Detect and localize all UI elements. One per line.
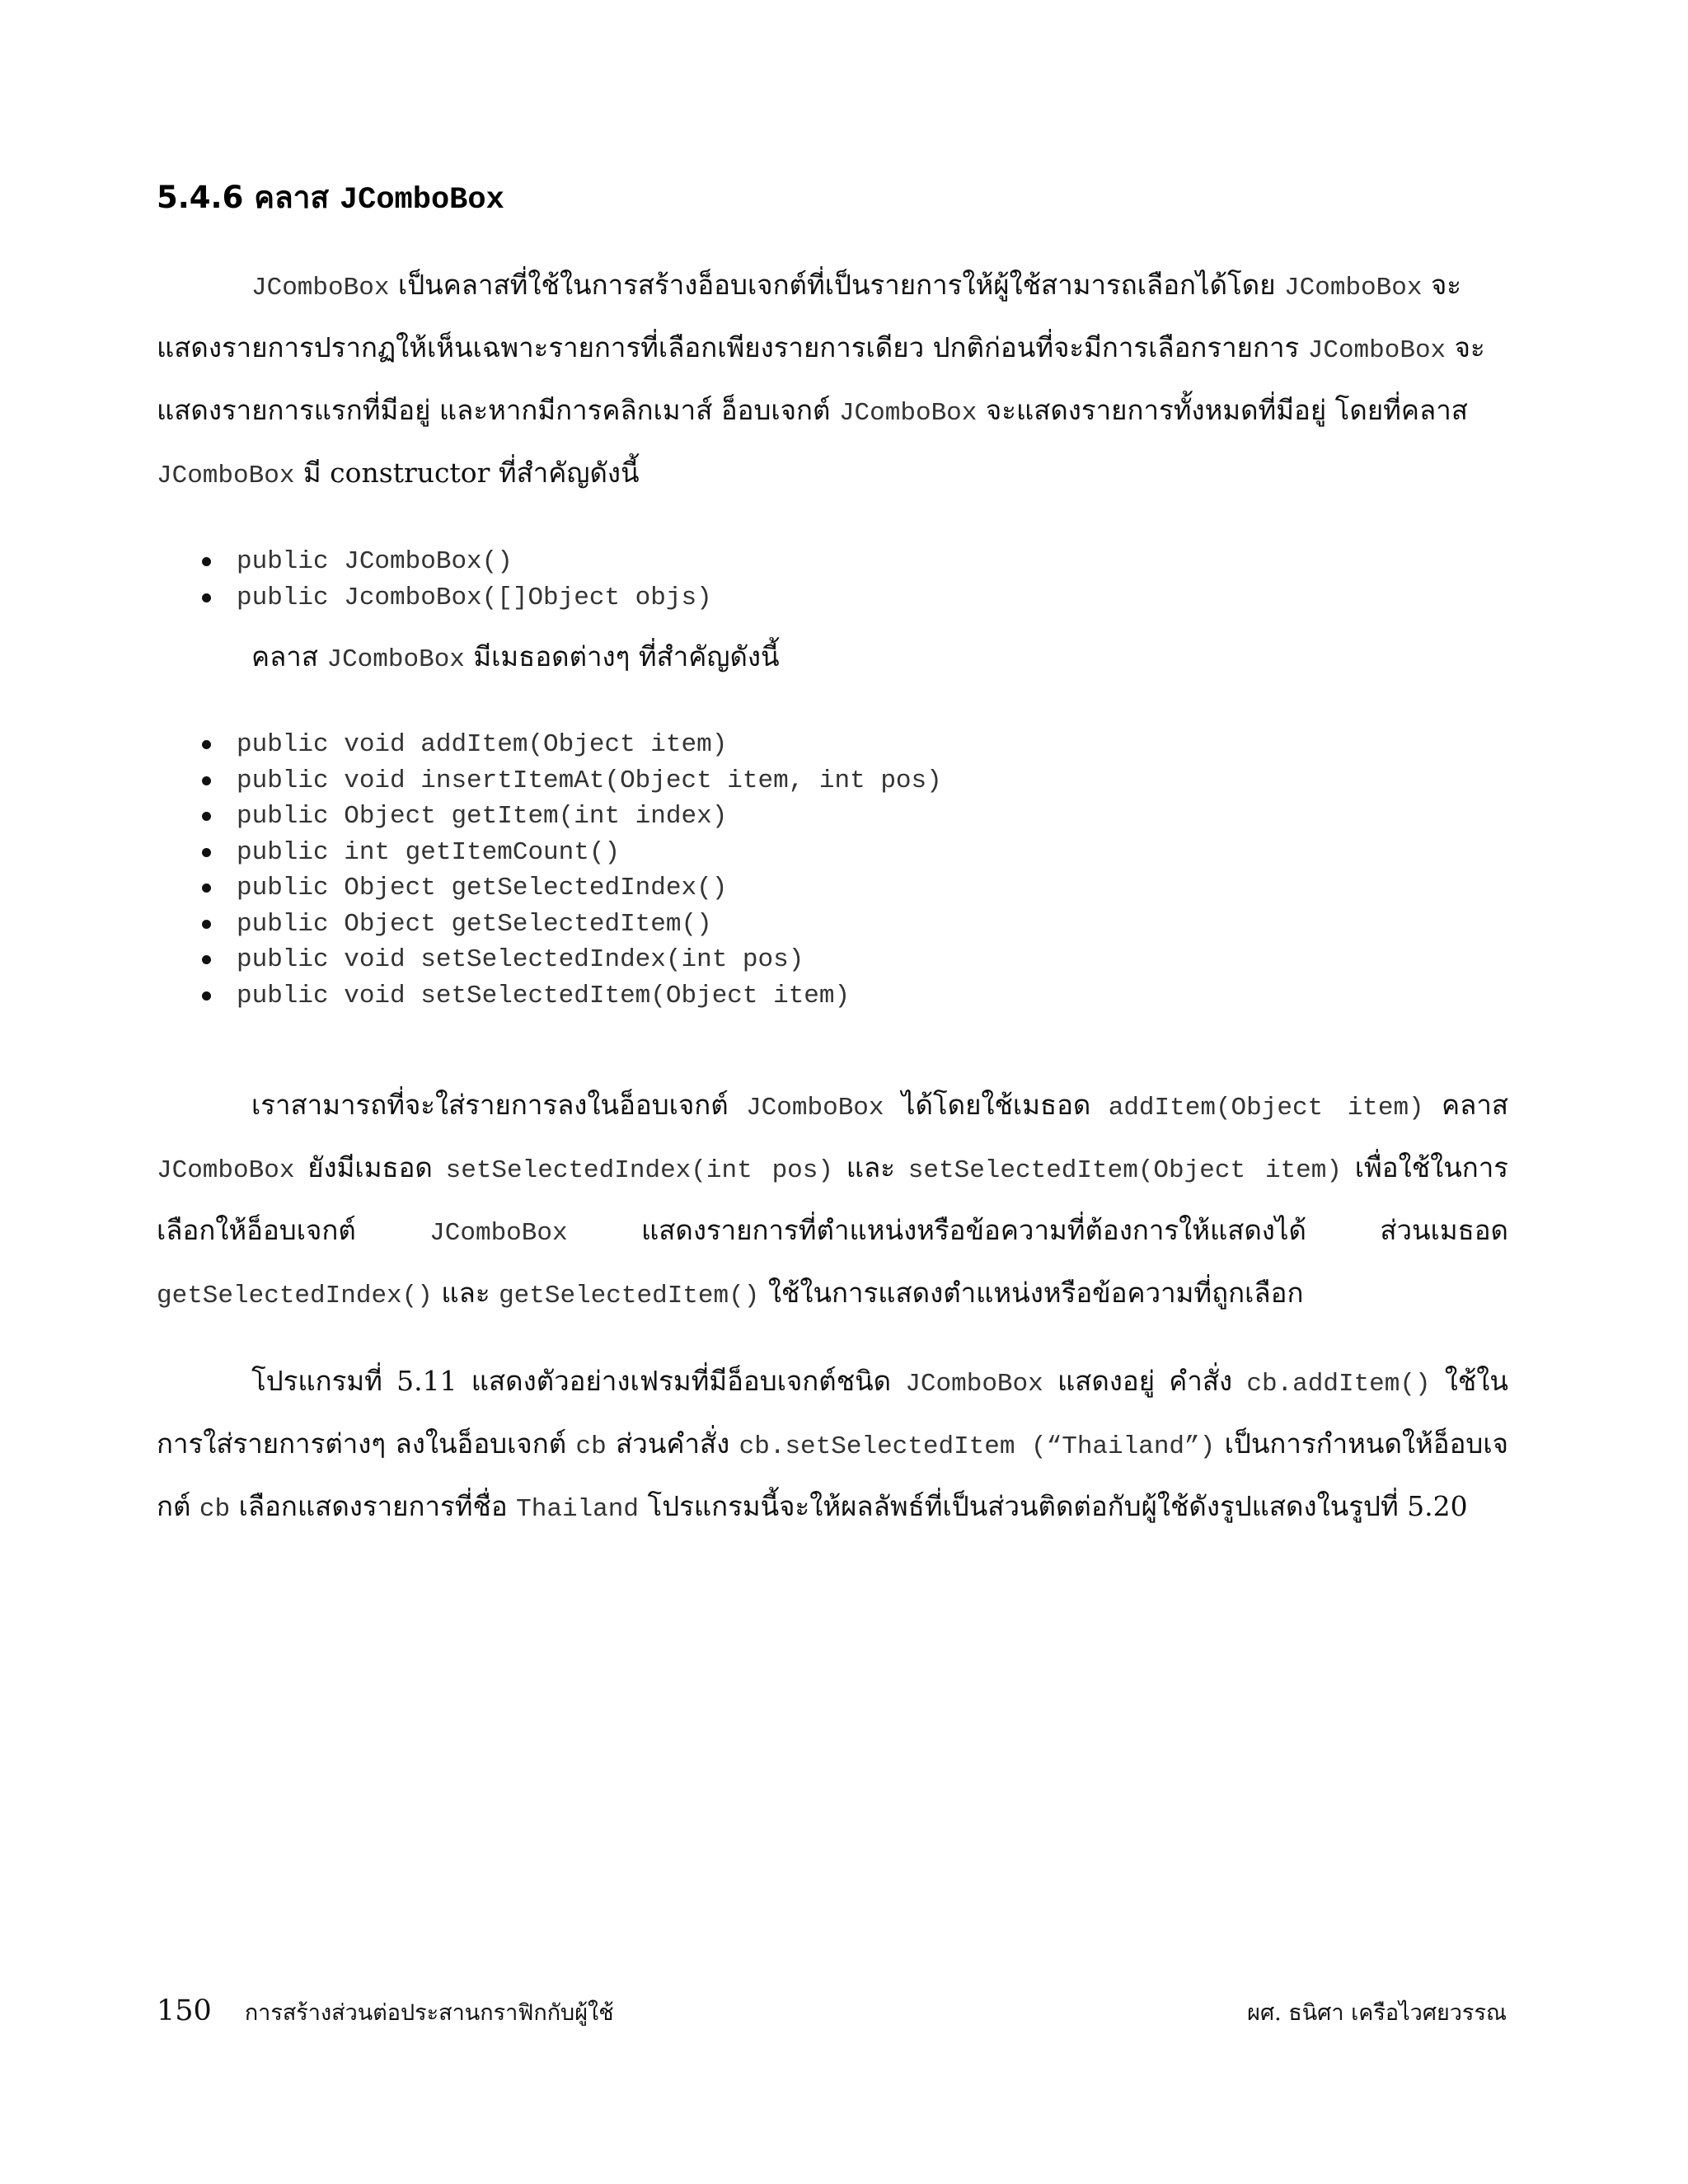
program-description-paragraph: โปรแกรมที่ 5.11 แสดงตัวอย่างเฟรมที่มีอ็อบเจกต์ชนิด JComboBox แสดงอยู่ คำสั่ง cb.addItem() ใช้ในการใส่รายการต่างๆ ลงในอ็อบเจกต์ cb ส่วนคำสั่ง cb.setSelectedItem (“Thailand”) เป็นการกำหนดให้อ็อบเจกต์ cb เลือกแสดงรายการที่ชื่อ Thailand โปรแกรมนี้จะให้ผลลัพธ์ที่เป็นส่วนติดต่อกับผู้ใช้ดังรูปแสดงในรูปที่ 5.20 [157,1365,1508,1524]
list-item: public void setSelectedItem(Object item) [202,978,942,1015]
intro-paragraph: JComboBox เป็นคลาสที่ใช้ในการสร้างอ็อบเจกต์ที่เป็นรายการให้ผู้ใช้สามารถเลือกได้โดย JComboBox จะ แสดงรายการปรากฏให้เห็นเฉพาะรายการที่เลือกเพียงรายการเดียว ปกติก่อนที่จะมีการเลือกรายการ JComboBox จะ แสดงรายการแรกที่มีอยู่ และหากมีการคลิกเมาส์ อ็อบเจกต์ JComboBox จะแสดงรายการทั้งหมดที่มีอยู่ โดยที่คลาส JComboBox มี constructor ที่สำคัญดังนี้ [157,269,1485,490]
method-list [202,727,942,1014]
page-number: 150 [157,1994,212,2027]
list-item: public int getItemCount() [202,835,942,871]
list-item: public JcomboBox([]Object objs) [202,580,712,616]
list-item: public void insertItemAt(Object item, int pos) [202,763,942,799]
footer-author: ผศ. ธนิศา เครือไวศยวรรณ [1247,2000,1507,2026]
list-item: public void addItem(Object item) [202,727,942,763]
combobox-usage-paragraph: เราสามารถที่จะใส่รายการลงในอ็อบเจกต์ JComboBox ได้โดยใช้เมธอด addItem(Object item) คลาส JComboBox ยังมีเมธอด setSelectedIndex(int pos) และ setSelectedItem(Object item) เพื่อใช้ในการเลือกให้อ็อบเจกต์ JComboBox แสดงรายการที่ตำแหน่งหรือข้อความที่ต้องการให้แสดงได้ ส่วนเมธอด getSelectedIndex() และ getSelectedItem() ใช้ในการแสดงตำแหน่งหรือข้อความที่ถูกเลือก [157,1089,1509,1310]
section-word: คลาส [254,180,330,215]
methods-intro: คลาส JComboBox มีเมธอดต่างๆ ที่สำคัญดังนี้ [251,640,780,674]
list-item: public Object getItem(int index) [202,799,942,835]
list-item: public void setSelectedIndex(int pos) [202,942,942,978]
book-title: การสร้างส่วนต่อประสานกราฟิกกับผู้ใช้ [244,2000,614,2026]
constructor-list [202,544,712,616]
section-number: 5.4.6 [157,180,244,215]
footer-left [157,1994,614,2030]
list-item: public Object getSelectedIndex() [202,870,942,907]
list-item: public JComboBox() [202,544,712,580]
section-heading [157,173,504,222]
section-class-name: JComboBox [339,183,504,218]
list-item: public Object getSelectedItem() [202,907,942,943]
